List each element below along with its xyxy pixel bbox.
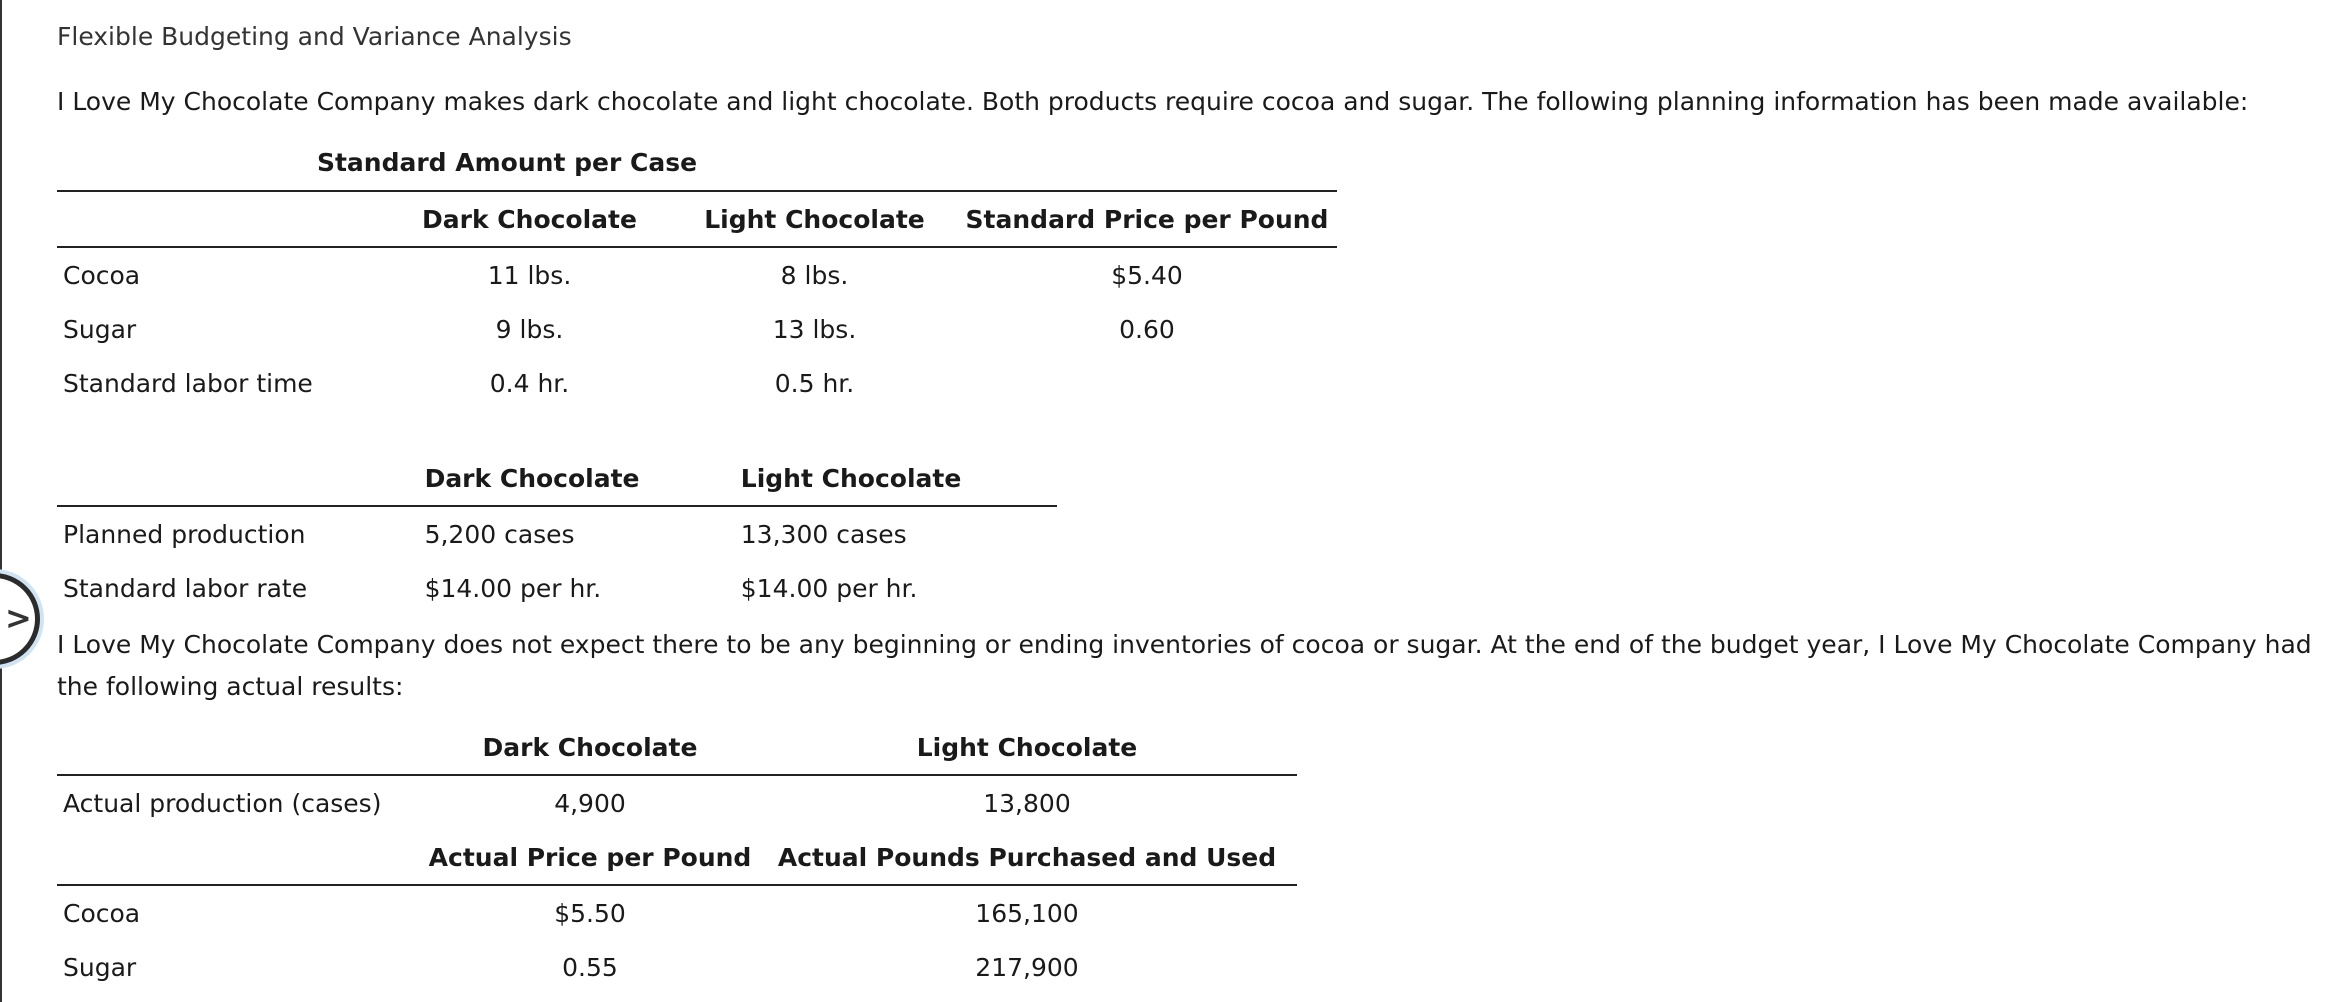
cell-light: 13,300 cases	[740, 519, 907, 549]
cell-price: $5.50	[554, 898, 626, 928]
row-label: Sugar	[63, 952, 137, 982]
table-row	[57, 775, 1297, 830]
cell-dark: 4,900	[554, 788, 626, 818]
table-row	[57, 940, 1297, 994]
row-label: Sugar	[63, 314, 137, 344]
header-standard-price: Standard Price per Pound	[957, 191, 1337, 247]
cell-price: 0.55	[562, 952, 618, 982]
cell-dark: $14.00 per hr.	[424, 573, 602, 603]
actual-subheader-row	[57, 830, 1297, 885]
page-title: Flexible Budgeting and Variance Analysis	[57, 22, 572, 51]
table-row	[57, 356, 1337, 410]
actual-results-table	[57, 720, 1297, 994]
planning-table	[57, 451, 1057, 615]
row-label: Cocoa	[63, 898, 141, 928]
cell-light: $14.00 per hr.	[740, 573, 918, 603]
table-row	[57, 506, 1057, 561]
cell-dark: 9 lbs.	[495, 314, 564, 344]
intro-paragraph: I Love My Chocolate Company makes dark chocolate and light chocolate. Both products require cocoa and sugar. The following planning information has been made available:	[57, 87, 2249, 116]
row-label: Planned production	[63, 519, 306, 549]
row-label: Standard labor rate	[63, 573, 308, 603]
standards-table	[57, 134, 1337, 410]
side-panel-toggle-button[interactable]	[0, 573, 40, 665]
header-actual-price: Actual Price per Pound	[423, 830, 757, 885]
header-light-chocolate: Light Chocolate	[757, 720, 1297, 775]
table-row	[57, 247, 1337, 302]
header-light-chocolate: Light Chocolate	[672, 191, 957, 247]
standards-caption: Standard Amount per Case	[57, 134, 957, 191]
header-actual-pounds: Actual Pounds Purchased and Used	[757, 830, 1297, 885]
cell-dark: 0.4 hr.	[489, 368, 570, 398]
cell-pounds: 165,100	[975, 898, 1079, 928]
actual-header-row	[57, 720, 1297, 775]
cell-pounds: 217,900	[975, 952, 1079, 982]
chevron-right-icon: >	[5, 599, 32, 637]
header-dark-chocolate: Dark Chocolate	[419, 451, 735, 506]
left-border	[0, 0, 2, 1002]
cell-light: 13 lbs.	[772, 314, 857, 344]
row-label: Standard labor time	[63, 368, 313, 398]
table-row	[57, 885, 1297, 940]
header-dark-chocolate: Dark Chocolate	[423, 720, 757, 775]
cell-dark: 11 lbs.	[487, 260, 572, 290]
cell-light: 0.5 hr.	[774, 368, 855, 398]
table-row	[57, 302, 1337, 356]
header-light-chocolate: Light Chocolate	[735, 451, 1057, 506]
standards-caption-row	[57, 134, 1337, 191]
cell-light: 8 lbs.	[780, 260, 849, 290]
row-label: Actual production (cases)	[63, 788, 382, 818]
standards-header-row	[57, 191, 1337, 247]
cell-price	[957, 356, 1337, 410]
actual-results-paragraph: I Love My Chocolate Company does not expect there to be any beginning or ending inventories of cocoa or sugar. At the end of the budget year, I Love My Chocolate Company had the following actual results:	[57, 630, 2312, 701]
table-row	[57, 561, 1057, 615]
cell-price: $5.40	[1111, 260, 1183, 290]
cell-light: 13,800	[983, 788, 1071, 818]
cell-dark: 5,200 cases	[424, 519, 575, 549]
planning-header-row	[57, 451, 1057, 506]
cell-price: 0.60	[1119, 314, 1175, 344]
header-dark-chocolate: Dark Chocolate	[387, 191, 672, 247]
row-label: Cocoa	[63, 260, 141, 290]
